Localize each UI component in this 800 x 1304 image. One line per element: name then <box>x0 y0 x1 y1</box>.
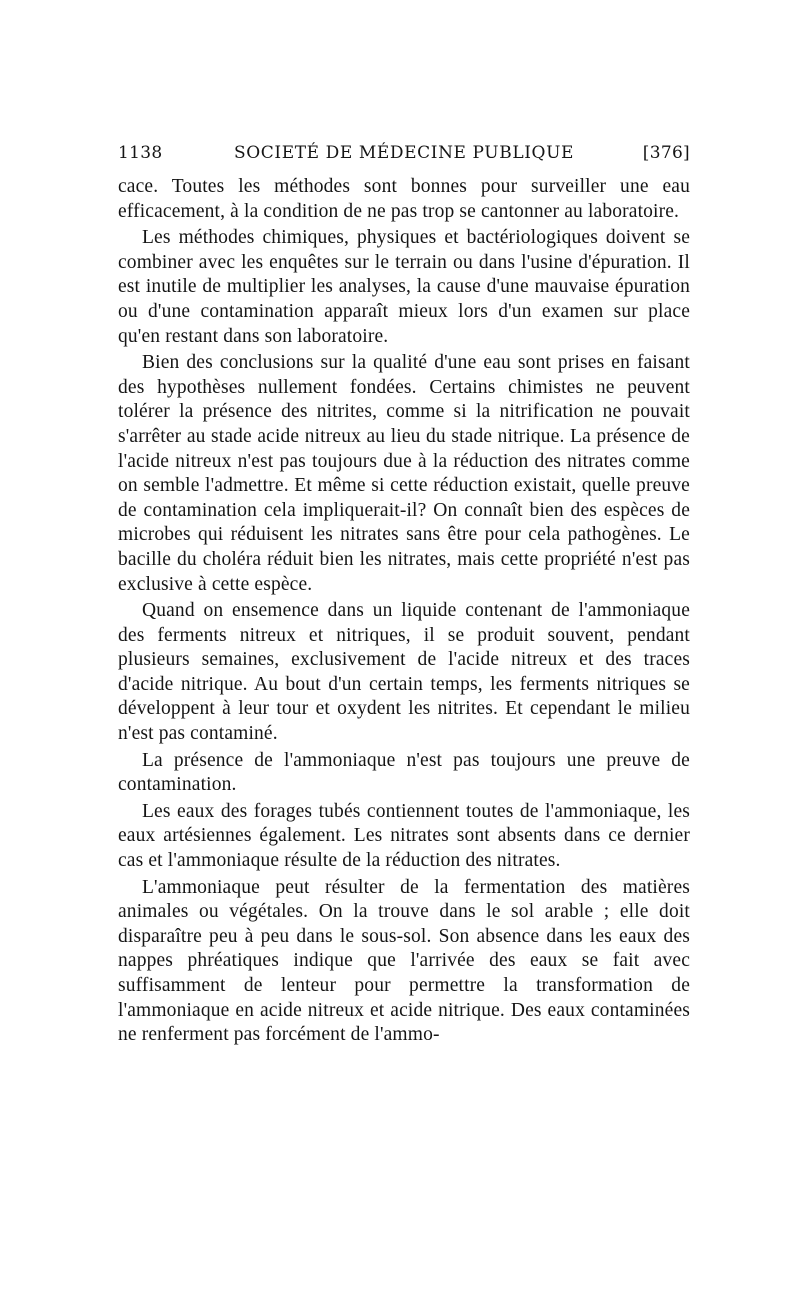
paragraph-ferments: Quand on ensemence dans un liquide contenant de l'ammoniaque des ferments nitreux et nitriques, il se produit souvent, pendant plusieurs semaines, exclusivement de l'acide nitreux et des traces d'acide nitrique. Au bout d'un certain temps, les ferments nitriques se développent à leur tour et oxydent les nitrites. Et cependant le milieu n'est pas contaminé. <box>118 600 690 745</box>
paragraph-drilled-waters: Les eaux des forages tubés contiennent toutes de l'ammoniaque, les eaux artésiennes également. Les nitrates sont absents dans ce dernier cas et l'ammoniaque résulte de la réduction des nitrates. <box>118 800 690 872</box>
paragraph-ammonia-proof: La présence de l'ammoniaque n'est pas toujours une preuve de contamination. <box>118 749 690 796</box>
paragraph-continuation: cace. Toutes les méthodes sont bonnes pour surveiller une eau efficacement, à la condition de ne pas trop se cantonner au laboratoire. <box>118 176 690 222</box>
paragraph-conclusions: Bien des conclusions sur la qualité d'une eau sont prises en faisant des hypothèses nullement fondées. Certains chimistes ne peuvent tolérer la présence des nitrites, comme si la nitrification ne pouvait s'arrêter au stade acide nitreux au lieu du stade nitrique. La présence de l'acide nitreux n'est pas toujours due à la réduction des nitrates comme on semble l'admettre. Et même si cette réduction existait, quelle preuve de contamination cela impliquerait-il? On connaît bien des espèces de microbes qui réduisent les nitrates sans être pour cela pathogènes. Le bacille du choléra réduit bien les nitrates, mais cette propriété n'est pas exclusive à cette espèce. <box>118 352 690 595</box>
paragraph-methods: Les méthodes chimiques, physiques et bactériologiques doivent se combiner avec les enquêtes sur le terrain ou dans l'usine d'épuration. Il est inutile de multiplier les analyses, la cause d'une mauvaise épuration ou d'une contamination apparaît mieux lors d'un examen sur place qu'en restant dans son laboratoire. <box>118 227 690 347</box>
book-page <box>118 140 690 1050</box>
page-number: 1138 <box>118 143 163 163</box>
header-title: SOCIETÉ DE MÉDECINE PUBLIQUE <box>233 143 574 163</box>
running-header <box>118 140 690 166</box>
paragraph-ammonia-origin: L'ammoniaque peut résulter de la fermentation des matières animales ou végétales. On la trouve dans le sol arable ; elle doit disparaître peu à peu dans le sous-sol. Son absence dans les eaux des nappes phréatiques indique que l'arrivée des eaux se fait avec suffisamment de lenteur pour permettre la transformation de l'ammoniaque en acide nitreux et acide nitrique. Des eaux contaminées ne renferment pas forcément de l'ammo- <box>118 876 690 1046</box>
body-text <box>118 175 690 1048</box>
reference-number: [376] <box>642 143 690 163</box>
